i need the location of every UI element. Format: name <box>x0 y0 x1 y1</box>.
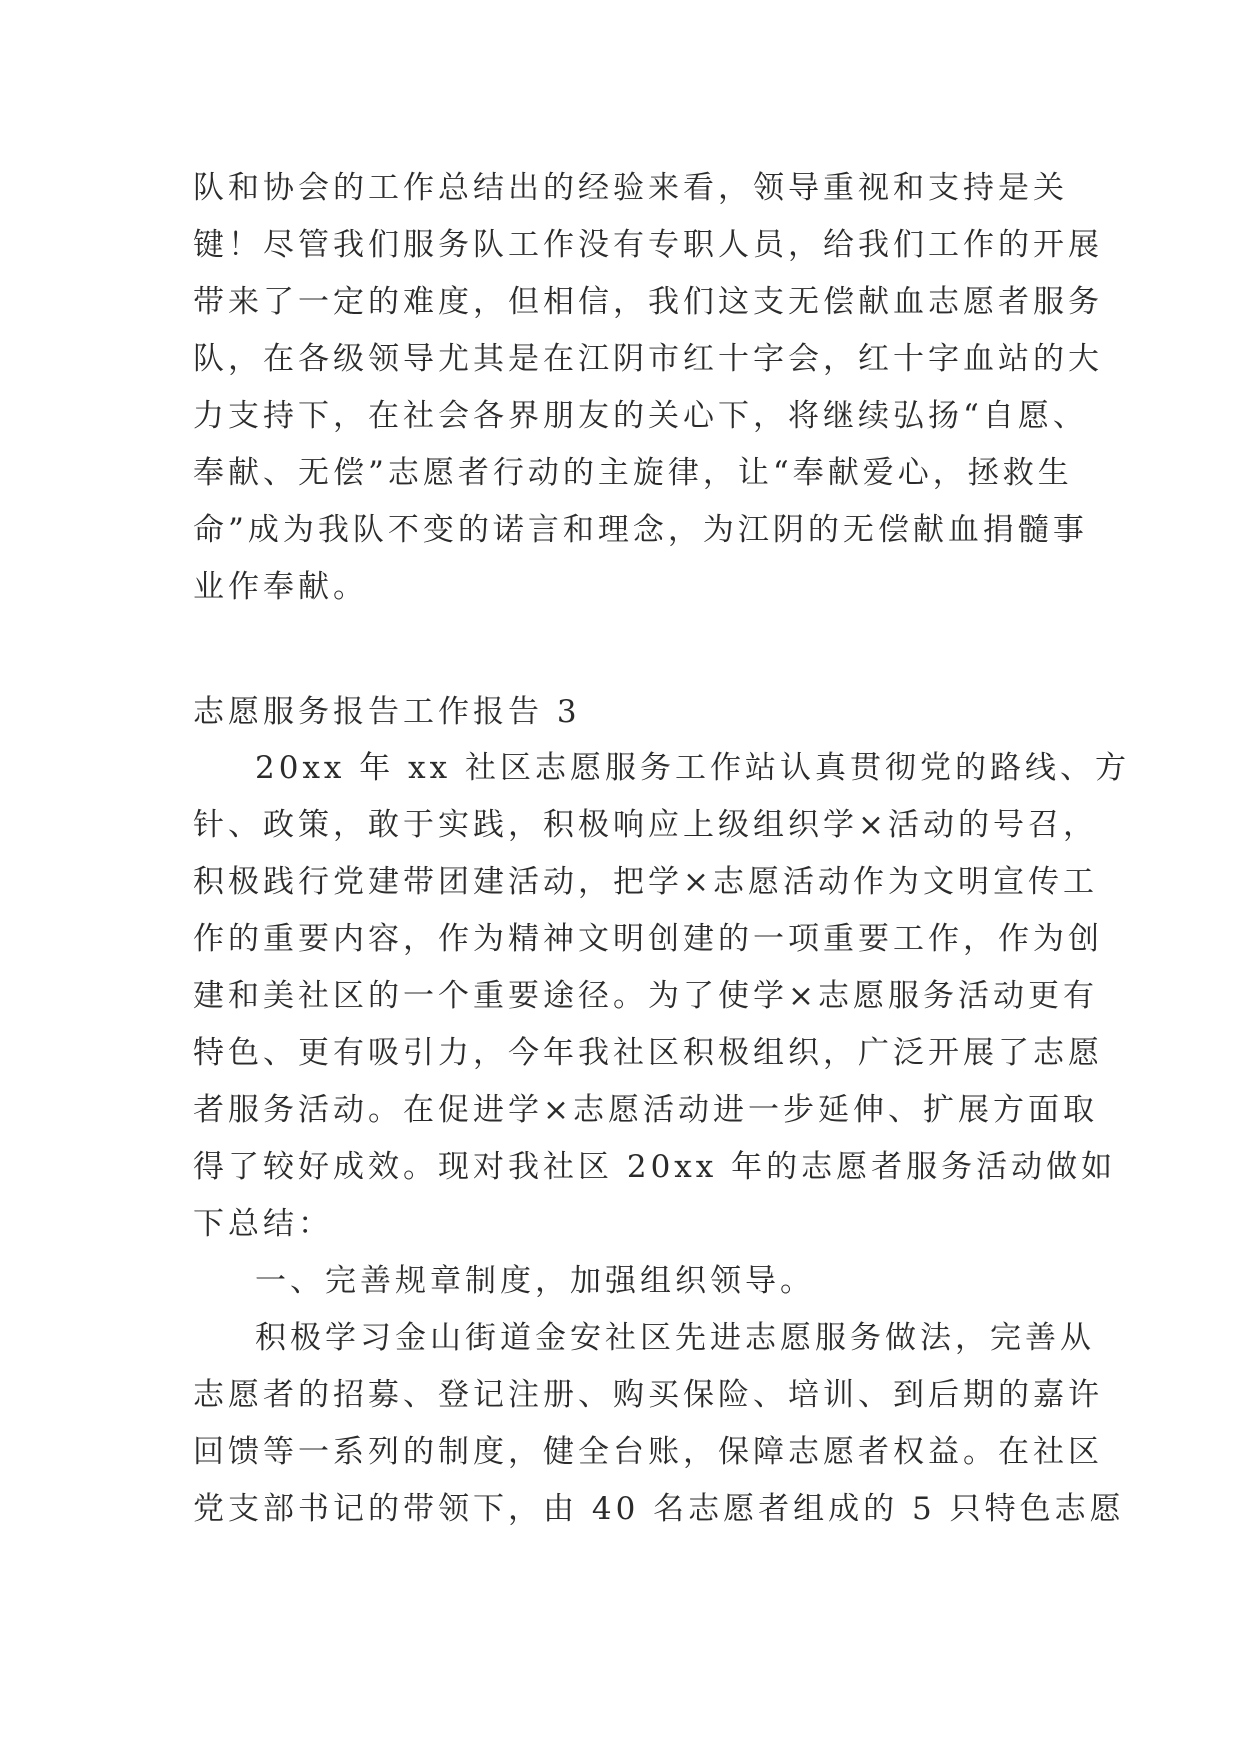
text-line: 特色、更有吸引力，今年我社区积极组织，广泛开展了志愿 <box>193 1035 1103 1071</box>
text-line: 得了较好成效。现对我社区 20xx 年的志愿者服务活动做如 <box>193 1149 1117 1185</box>
text-line: 键！尽管我们服务队工作没有专职人员，给我们工作的开展 <box>193 227 1103 263</box>
subheading: 一、完善规章制度，加强组织领导。 <box>255 1263 815 1299</box>
text-line: 命”成为我队不变的诺言和理念，为江阴的无偿献血捐髓事 <box>193 512 1088 548</box>
text-line: 积极践行党建带团建活动，把学×志愿活动作为文明宣传工 <box>193 864 1098 900</box>
report-body <box>193 740 1130 1538</box>
text-line: 队，在各级领导尤其是在江阴市红十字会，红十字血站的大 <box>193 341 1103 377</box>
text-line: 带来了一定的难度，但相信，我们这支无偿献血志愿者服务 <box>193 284 1103 320</box>
text-line: 积极学习金山街道金安社区先进志愿服务做法，完善从 <box>255 1320 1095 1356</box>
text-line: 针、政策，敢于实践，积极响应上级组织学×活动的号召， <box>193 807 1098 843</box>
text-line: 下总结： <box>193 1206 333 1242</box>
continued-paragraph <box>193 160 1103 616</box>
text-line: 业作奉献。 <box>193 569 368 605</box>
text-line: 20xx 年 xx 社区志愿服务工作站认真贯彻党的路线、方 <box>255 750 1130 786</box>
text-line: 志愿者的招募、登记注册、购买保险、培训、到后期的嘉许 <box>193 1377 1103 1413</box>
section-heading: 志愿服务报告工作报告 3 <box>193 694 581 730</box>
section-heading-block <box>193 684 1073 741</box>
text-line: 建和美社区的一个重要途径。为了使学×志愿服务活动更有 <box>193 978 1098 1014</box>
text-line: 者服务活动。在促进学×志愿活动进一步延伸、扩展方面取 <box>193 1092 1098 1128</box>
text-line: 作的重要内容，作为精神文明创建的一项重要工作，作为创 <box>193 921 1103 957</box>
text-line: 奉献、无偿”志愿者行动的主旋律，让“奉献爱心，拯救生 <box>193 455 1073 491</box>
text-line: 回馈等一系列的制度，健全台账，保障志愿者权益。在社区 <box>193 1434 1103 1470</box>
text-line: 党支部书记的带领下，由 40 名志愿者组成的 5 只特色志愿 <box>193 1491 1125 1527</box>
text-line: 力支持下，在社会各界朋友的关心下，将继续弘扬“自愿、 <box>193 398 1088 434</box>
text-line: 队和协会的工作总结出的经验来看，领导重视和支持是关 <box>193 170 1068 206</box>
